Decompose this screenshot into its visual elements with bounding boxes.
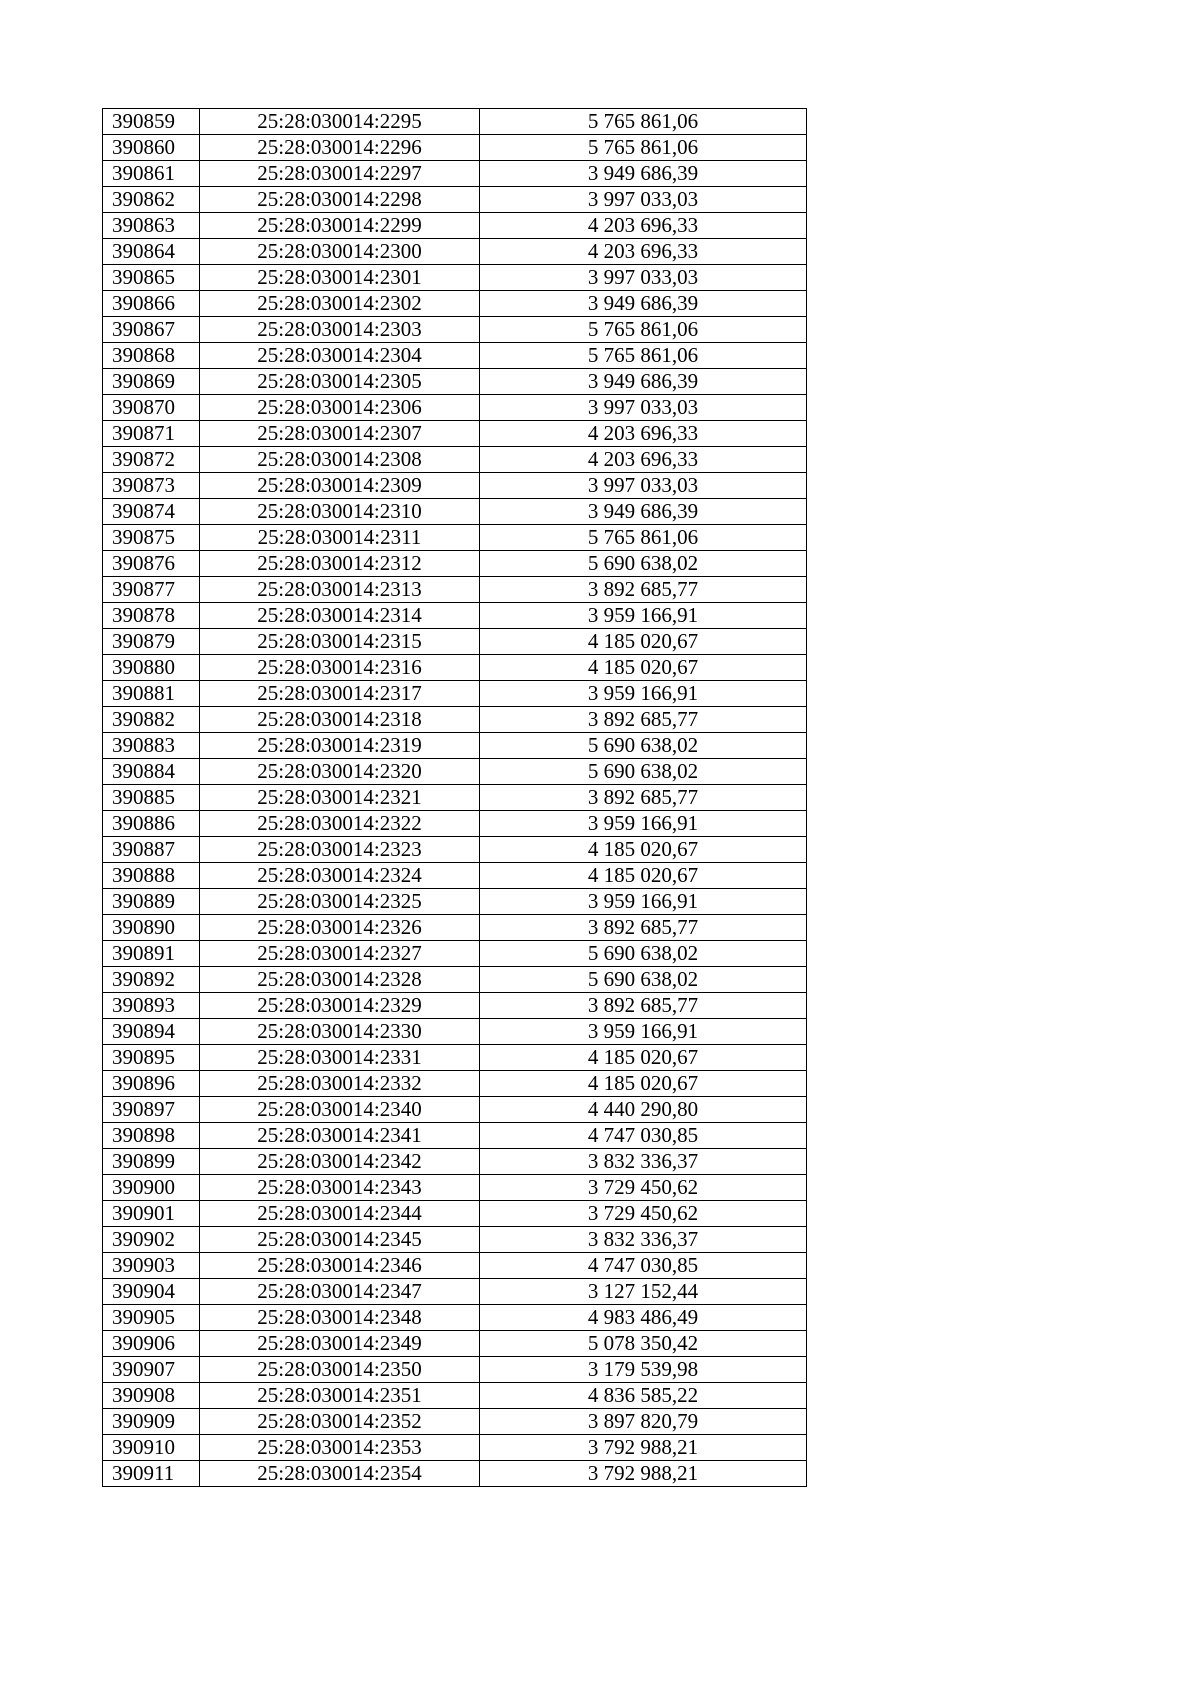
cadastral-number-cell: 25:28:030014:2322 (200, 811, 480, 837)
cadastral-number-cell: 25:28:030014:2301 (200, 265, 480, 291)
cadastral-number-cell: 25:28:030014:2340 (200, 1097, 480, 1123)
cadastral-number-cell: 25:28:030014:2314 (200, 603, 480, 629)
cadastral-number-cell: 25:28:030014:2323 (200, 837, 480, 863)
table-row (103, 993, 807, 1019)
cadastral-number-cell: 25:28:030014:2329 (200, 993, 480, 1019)
table-row (103, 525, 807, 551)
cadastral-value-cell: 5 078 350,42 (480, 1331, 807, 1357)
row-number-cell: 390880 (103, 655, 200, 681)
cadastral-value-cell: 4 440 290,80 (480, 1097, 807, 1123)
cadastral-number-cell: 25:28:030014:2347 (200, 1279, 480, 1305)
cadastral-value-cell: 5 765 861,06 (480, 343, 807, 369)
cadastral-number-cell: 25:28:030014:2318 (200, 707, 480, 733)
cadastral-value-cell: 4 203 696,33 (480, 421, 807, 447)
row-number-cell: 390902 (103, 1227, 200, 1253)
cadastral-value-cell: 3 792 988,21 (480, 1461, 807, 1487)
row-number-cell: 390884 (103, 759, 200, 785)
row-number-cell: 390889 (103, 889, 200, 915)
row-number-cell: 390909 (103, 1409, 200, 1435)
table-row (103, 577, 807, 603)
table-row (103, 1279, 807, 1305)
cadastral-value-cell: 3 892 685,77 (480, 707, 807, 733)
table-row (103, 187, 807, 213)
cadastral-number-cell: 25:28:030014:2351 (200, 1383, 480, 1409)
row-number-cell: 390878 (103, 603, 200, 629)
cadastral-value-cell: 3 729 450,62 (480, 1175, 807, 1201)
table-row (103, 265, 807, 291)
table-row (103, 1383, 807, 1409)
row-number-cell: 390885 (103, 785, 200, 811)
cadastral-value-cell: 4 185 020,67 (480, 837, 807, 863)
cadastral-value-cell: 4 185 020,67 (480, 1045, 807, 1071)
table-row (103, 681, 807, 707)
row-number-cell: 390893 (103, 993, 200, 1019)
table-row (103, 1357, 807, 1383)
cadastral-number-cell: 25:28:030014:2303 (200, 317, 480, 343)
cadastral-number-cell: 25:28:030014:2326 (200, 915, 480, 941)
cadastral-value-cell: 4 203 696,33 (480, 239, 807, 265)
cadastral-number-cell: 25:28:030014:2305 (200, 369, 480, 395)
table-row (103, 967, 807, 993)
row-number-cell: 390877 (103, 577, 200, 603)
cadastral-number-cell: 25:28:030014:2299 (200, 213, 480, 239)
row-number-cell: 390868 (103, 343, 200, 369)
table-row (103, 317, 807, 343)
cadastral-value-cell: 3 997 033,03 (480, 395, 807, 421)
table-row (103, 499, 807, 525)
table-row (103, 811, 807, 837)
row-number-cell: 390897 (103, 1097, 200, 1123)
cadastral-value-cell: 3 949 686,39 (480, 161, 807, 187)
cadastral-value-cell: 3 949 686,39 (480, 369, 807, 395)
table-row (103, 473, 807, 499)
cadastral-number-cell: 25:28:030014:2313 (200, 577, 480, 603)
cadastral-value-cell: 3 959 166,91 (480, 681, 807, 707)
cadastral-number-cell: 25:28:030014:2306 (200, 395, 480, 421)
cadastral-number-cell: 25:28:030014:2312 (200, 551, 480, 577)
table-row (103, 109, 807, 135)
cadastral-number-cell: 25:28:030014:2330 (200, 1019, 480, 1045)
cadastral-value-cell: 3 997 033,03 (480, 187, 807, 213)
row-number-cell: 390898 (103, 1123, 200, 1149)
cadastral-value-cell: 5 765 861,06 (480, 317, 807, 343)
table-row (103, 161, 807, 187)
cadastral-value-cell: 3 832 336,37 (480, 1149, 807, 1175)
cadastral-number-cell: 25:28:030014:2304 (200, 343, 480, 369)
table-row (103, 603, 807, 629)
cadastral-number-cell: 25:28:030014:2343 (200, 1175, 480, 1201)
row-number-cell: 390903 (103, 1253, 200, 1279)
row-number-cell: 390892 (103, 967, 200, 993)
row-number-cell: 390894 (103, 1019, 200, 1045)
row-number-cell: 390870 (103, 395, 200, 421)
cadastral-value-cell: 3 997 033,03 (480, 473, 807, 499)
table-row (103, 785, 807, 811)
table-row (103, 1331, 807, 1357)
cadastral-value-cell: 5 765 861,06 (480, 135, 807, 161)
cadastral-number-cell: 25:28:030014:2319 (200, 733, 480, 759)
row-number-cell: 390869 (103, 369, 200, 395)
table-row (103, 1305, 807, 1331)
cadastral-value-cell: 3 949 686,39 (480, 499, 807, 525)
table-row (103, 941, 807, 967)
table-row (103, 1149, 807, 1175)
cadastral-number-cell: 25:28:030014:2354 (200, 1461, 480, 1487)
table-row (103, 655, 807, 681)
cadastral-value-cell: 3 959 166,91 (480, 889, 807, 915)
cadastral-value-cell: 4 747 030,85 (480, 1123, 807, 1149)
cadastral-value-cell: 3 832 336,37 (480, 1227, 807, 1253)
table-row (103, 239, 807, 265)
row-number-cell: 390887 (103, 837, 200, 863)
row-number-cell: 390896 (103, 1071, 200, 1097)
row-number-cell: 390886 (103, 811, 200, 837)
cadastral-value-cell: 4 983 486,49 (480, 1305, 807, 1331)
row-number-cell: 390864 (103, 239, 200, 265)
cadastral-value-cell: 5 765 861,06 (480, 109, 807, 135)
cadastral-number-cell: 25:28:030014:2310 (200, 499, 480, 525)
row-number-cell: 390874 (103, 499, 200, 525)
cadastral-number-cell: 25:28:030014:2325 (200, 889, 480, 915)
cadastral-value-cell: 4 185 020,67 (480, 629, 807, 655)
row-number-cell: 390888 (103, 863, 200, 889)
row-number-cell: 390905 (103, 1305, 200, 1331)
cadastral-value-cell: 3 892 685,77 (480, 785, 807, 811)
cadastral-number-cell: 25:28:030014:2317 (200, 681, 480, 707)
table-row (103, 1123, 807, 1149)
row-number-cell: 390899 (103, 1149, 200, 1175)
cadastral-value-cell: 3 892 685,77 (480, 577, 807, 603)
cadastral-value-cell: 3 892 685,77 (480, 915, 807, 941)
cadastral-value-cell: 5 690 638,02 (480, 733, 807, 759)
cadastral-number-cell: 25:28:030014:2316 (200, 655, 480, 681)
table-row (103, 837, 807, 863)
row-number-cell: 390891 (103, 941, 200, 967)
table-row (103, 421, 807, 447)
cadastral-value-cell: 5 765 861,06 (480, 525, 807, 551)
cadastral-number-cell: 25:28:030014:2327 (200, 941, 480, 967)
cadastral-number-cell: 25:28:030014:2348 (200, 1305, 480, 1331)
cadastral-number-cell: 25:28:030014:2350 (200, 1357, 480, 1383)
cadastral-number-cell: 25:28:030014:2308 (200, 447, 480, 473)
table-row (103, 343, 807, 369)
table-row (103, 1071, 807, 1097)
table-row (103, 1435, 807, 1461)
cadastral-value-cell: 5 690 638,02 (480, 759, 807, 785)
row-number-cell: 390906 (103, 1331, 200, 1357)
row-number-cell: 390907 (103, 1357, 200, 1383)
table-row (103, 707, 807, 733)
row-number-cell: 390860 (103, 135, 200, 161)
row-number-cell: 390883 (103, 733, 200, 759)
row-number-cell: 390871 (103, 421, 200, 447)
cadastral-value-cell: 5 690 638,02 (480, 941, 807, 967)
row-number-cell: 390875 (103, 525, 200, 551)
cadastral-number-cell: 25:28:030014:2331 (200, 1045, 480, 1071)
row-number-cell: 390901 (103, 1201, 200, 1227)
cadastral-value-cell: 3 959 166,91 (480, 1019, 807, 1045)
table-row (103, 1227, 807, 1253)
cadastral-number-cell: 25:28:030014:2353 (200, 1435, 480, 1461)
cadastral-number-cell: 25:28:030014:2345 (200, 1227, 480, 1253)
cadastral-value-cell: 4 185 020,67 (480, 863, 807, 889)
cadastral-number-cell: 25:28:030014:2320 (200, 759, 480, 785)
cadastral-value-cell: 3 949 686,39 (480, 291, 807, 317)
table-row (103, 291, 807, 317)
cadastral-value-cell: 4 747 030,85 (480, 1253, 807, 1279)
table-row (103, 1097, 807, 1123)
cadastral-number-cell: 25:28:030014:2344 (200, 1201, 480, 1227)
table-row (103, 551, 807, 577)
table-row (103, 1409, 807, 1435)
cadastral-value-cell: 3 127 152,44 (480, 1279, 807, 1305)
row-number-cell: 390904 (103, 1279, 200, 1305)
row-number-cell: 390863 (103, 213, 200, 239)
cadastral-number-cell: 25:28:030014:2346 (200, 1253, 480, 1279)
row-number-cell: 390900 (103, 1175, 200, 1201)
row-number-cell: 390879 (103, 629, 200, 655)
cadastral-number-cell: 25:28:030014:2341 (200, 1123, 480, 1149)
cadastral-number-cell: 25:28:030014:2311 (200, 525, 480, 551)
cadastral-value-cell: 3 892 685,77 (480, 993, 807, 1019)
table-row (103, 395, 807, 421)
row-number-cell: 390862 (103, 187, 200, 213)
row-number-cell: 390872 (103, 447, 200, 473)
row-number-cell: 390908 (103, 1383, 200, 1409)
row-number-cell: 390911 (103, 1461, 200, 1487)
table-row (103, 889, 807, 915)
cadastral-number-cell: 25:28:030014:2309 (200, 473, 480, 499)
cadastral-number-cell: 25:28:030014:2295 (200, 109, 480, 135)
cadastral-number-cell: 25:28:030014:2349 (200, 1331, 480, 1357)
table-row (103, 135, 807, 161)
cadastral-value-cell: 3 792 988,21 (480, 1435, 807, 1461)
cadastral-value-cell: 3 897 820,79 (480, 1409, 807, 1435)
row-number-cell: 390861 (103, 161, 200, 187)
cadastral-value-cell: 4 185 020,67 (480, 655, 807, 681)
cadastral-value-cell: 3 959 166,91 (480, 603, 807, 629)
cadastral-number-cell: 25:28:030014:2300 (200, 239, 480, 265)
table-body (103, 109, 807, 1487)
cadastral-value-cell: 4 203 696,33 (480, 447, 807, 473)
table-row (103, 863, 807, 889)
cadastral-number-cell: 25:28:030014:2315 (200, 629, 480, 655)
cadastral-number-cell: 25:28:030014:2352 (200, 1409, 480, 1435)
cadastral-value-cell: 5 690 638,02 (480, 551, 807, 577)
table-row (103, 759, 807, 785)
row-number-cell: 390882 (103, 707, 200, 733)
table-row (103, 1019, 807, 1045)
row-number-cell: 390910 (103, 1435, 200, 1461)
table-row (103, 369, 807, 395)
cadastral-value-cell: 4 203 696,33 (480, 213, 807, 239)
row-number-cell: 390873 (103, 473, 200, 499)
row-number-cell: 390890 (103, 915, 200, 941)
row-number-cell: 390876 (103, 551, 200, 577)
row-number-cell: 390859 (103, 109, 200, 135)
table-row (103, 1461, 807, 1487)
cadastral-number-cell: 25:28:030014:2297 (200, 161, 480, 187)
table-row (103, 447, 807, 473)
table-row (103, 1201, 807, 1227)
cadastral-number-cell: 25:28:030014:2298 (200, 187, 480, 213)
table-row (103, 733, 807, 759)
table-row (103, 629, 807, 655)
cadastral-value-table (102, 108, 807, 1487)
row-number-cell: 390895 (103, 1045, 200, 1071)
cadastral-number-cell: 25:28:030014:2296 (200, 135, 480, 161)
cadastral-number-cell: 25:28:030014:2307 (200, 421, 480, 447)
cadastral-number-cell: 25:28:030014:2342 (200, 1149, 480, 1175)
cadastral-value-cell: 4 185 020,67 (480, 1071, 807, 1097)
table-row (103, 1253, 807, 1279)
cadastral-number-cell: 25:28:030014:2328 (200, 967, 480, 993)
table-row (103, 1045, 807, 1071)
row-number-cell: 390881 (103, 681, 200, 707)
row-number-cell: 390865 (103, 265, 200, 291)
cadastral-value-cell: 3 179 539,98 (480, 1357, 807, 1383)
cadastral-value-cell: 4 836 585,22 (480, 1383, 807, 1409)
cadastral-value-cell: 3 997 033,03 (480, 265, 807, 291)
cadastral-value-cell: 5 690 638,02 (480, 967, 807, 993)
cadastral-number-cell: 25:28:030014:2324 (200, 863, 480, 889)
cadastral-value-cell: 3 729 450,62 (480, 1201, 807, 1227)
cadastral-number-cell: 25:28:030014:2302 (200, 291, 480, 317)
row-number-cell: 390867 (103, 317, 200, 343)
cadastral-number-cell: 25:28:030014:2332 (200, 1071, 480, 1097)
table-row (103, 1175, 807, 1201)
table-row (103, 915, 807, 941)
table-row (103, 213, 807, 239)
row-number-cell: 390866 (103, 291, 200, 317)
cadastral-value-cell: 3 959 166,91 (480, 811, 807, 837)
cadastral-number-cell: 25:28:030014:2321 (200, 785, 480, 811)
